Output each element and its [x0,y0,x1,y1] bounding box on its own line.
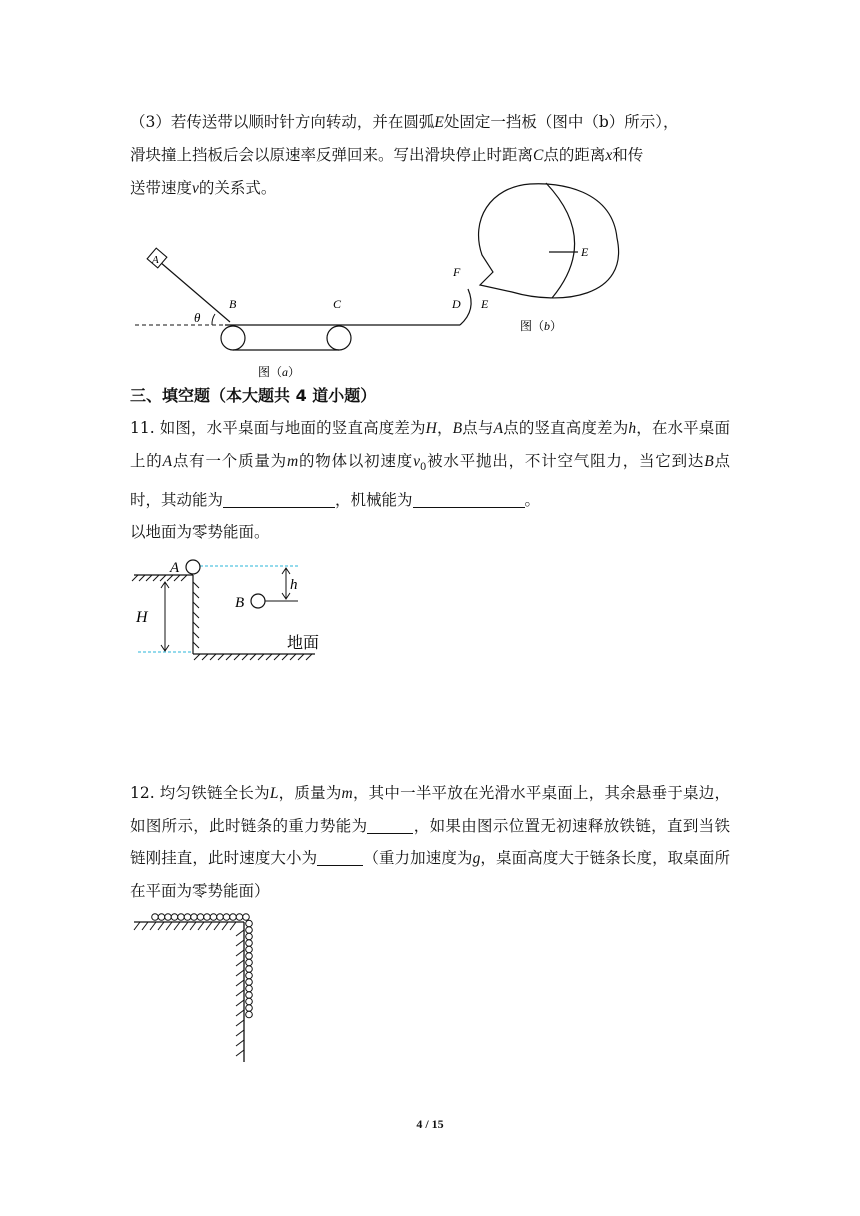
ground-hatch [194,654,312,660]
ball-b [251,594,265,608]
answer-blank-mechanical[interactable] [413,489,525,508]
answer-blank-potential[interactable] [367,815,413,834]
var-L: L [269,785,279,802]
var-v0: v [413,453,420,470]
caption-var: a [282,365,289,379]
text-run: 和传 [612,146,644,164]
subscript: 0 [419,462,427,474]
text-run: ，机械能为 [335,491,413,510]
var-h: h [628,420,637,437]
text-run: 送带速度 [130,179,193,197]
q12-text [130,777,730,907]
caption-post: ） [288,365,301,379]
table-top-hatch [134,922,236,930]
text-run: 以地面为零势能面。 [130,523,270,542]
text-run: 如图，水平桌面与地面的竖直高度差为 [154,419,426,437]
chain-vertical [246,920,253,1018]
label-theta: θ [194,310,201,325]
label-d: D [452,297,461,311]
text-run: 的物体以初速度 [298,452,414,470]
text-run: 。 [524,491,541,510]
label-a: A [170,560,180,576]
var-A: A [162,453,173,470]
text-run: ，质量为 [278,784,342,802]
text-run: ，在水平桌面上的 [130,419,730,470]
edge-hatch [193,582,199,648]
theta-arc [212,314,215,325]
var-C: C [533,147,544,164]
answer-blank-kinetic[interactable] [223,489,335,508]
roller-left [221,326,245,350]
var-m: m [286,453,299,470]
label-e: E [481,297,489,311]
text-run: ， [436,419,453,437]
chain-horizontal [152,914,250,921]
var-H: H [425,420,437,437]
caption-b [520,319,562,333]
figure-chain [0,900,860,1070]
figure-q11 [0,550,860,670]
section-heading: 三、填空题（本大题共 4 道小题） [130,386,377,405]
table-side-hatch [236,930,244,1056]
var-x: x [605,147,613,164]
label-a: A [152,254,159,266]
var-v: v [192,180,199,197]
text-run: 滑块撞上挡板后会以原速率反弹回来。写出滑块停止时距离 [130,146,534,164]
text-run: 点与 [462,419,494,437]
text-run: 均匀铁链全长为 [154,784,270,802]
q11-text [130,412,730,548]
text-run: （3）若传送带以顺时针方向转动，并在圆弧 [130,113,435,131]
text-run: 被水平抛出，不计空气阻力，当它到达 [426,452,705,470]
label-b: B [229,297,237,311]
label-c: C [333,297,342,311]
label-ground: 地面 [287,633,320,652]
caption-a [258,365,300,379]
text-run: 点时，其动能为 [130,452,730,510]
label-e-b: E [581,245,589,259]
caption-pre: 图（ [520,319,545,333]
text-run: ，其中一半平放在光滑水平桌面上，其余悬垂于桌边，如图所示，此时链条的重力势能为 [130,784,730,835]
text-run: ，桌面高度大于链条长度，取桌面所在平面为零势能面） [130,849,730,900]
text-run: 点的竖直高度差为 [503,419,629,437]
var-E: E [434,114,444,131]
text-run: 处固定一挡板（图中（b）所示）， [443,113,679,131]
magnify-bubble [479,184,619,298]
caption-post: ） [550,319,563,333]
label-H: H [136,609,148,626]
question-number: 12. [130,784,155,802]
answer-blank-speed[interactable] [317,847,363,866]
text-run: 点的距离 [543,146,606,164]
label-b: B [235,595,245,611]
ball-a [186,560,200,574]
var-B: B [452,420,463,437]
page-number [0,1117,860,1132]
track-arc [460,289,471,325]
var-B: B [704,453,714,470]
caption-pre: 图（ [258,365,283,379]
page-current: 4 [416,1117,423,1131]
page-total: 15 [431,1117,444,1131]
var-A: A [493,420,504,437]
question-number: 11. [130,419,155,437]
text-run: ，如果由图示位置无初速释放铁链，直到当铁链刚挂直，此时速度大小为 [130,817,730,867]
var-m: m [341,785,353,802]
roller-right [327,326,351,350]
label-h: h [290,577,298,593]
text-run: 点有一个质量为 [172,452,287,470]
var-g: g [472,850,481,867]
figure-conveyor [0,0,860,400]
text-run: 的关系式。 [198,179,277,197]
label-f: F [453,265,461,279]
page-separator: / [422,1117,432,1131]
text-run: （重力加速度为 [363,849,473,867]
inner-arc [546,183,575,298]
caption-var: b [544,319,551,333]
